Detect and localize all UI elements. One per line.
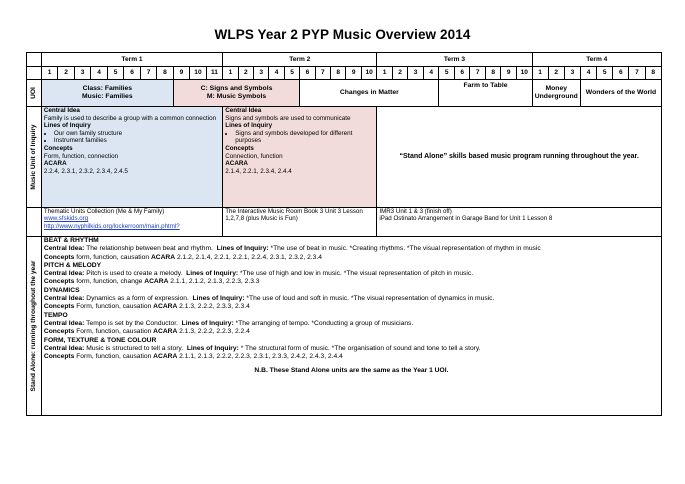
week-cell: 3	[74, 67, 90, 80]
week-cell: 6	[124, 67, 140, 80]
week-cell: 1	[41, 67, 57, 80]
week-cell: 3	[408, 67, 424, 80]
music-unit-row-label: Music Unit of Inquiry	[27, 107, 42, 208]
stand-alone-program-note: “Stand Alone” skills based music program running throughout the year.	[377, 107, 662, 208]
week-cell: 5	[107, 67, 123, 80]
week-cell: 10	[190, 67, 206, 80]
week-cell: 9	[346, 67, 361, 80]
term-4-header: Term 4	[532, 53, 661, 67]
sfskids-link[interactable]: www.sfskids.org	[43, 215, 89, 223]
week-cell: 6	[613, 67, 629, 80]
music-unit-row	[27, 107, 662, 208]
nb-note: N.B. These Stand Alone units are the same as the Year 1 UOI.	[254, 367, 449, 375]
week-cell: 4	[580, 67, 596, 80]
resources-term3-4: IMR3 Unit 1 & 3 (finish off) iPad Ostinato Arrangement in Garage Band for Unit 1 Lesson 8	[377, 208, 662, 237]
resources-row-label	[27, 208, 42, 237]
week-cell: 3	[254, 67, 269, 80]
week-cell: 8	[331, 67, 346, 80]
week-cell: 5	[439, 67, 455, 80]
sa-unit-dynamics: DYNAMICS Central Idea: Dynamics as a form of expression. Lines of Inquiry: *The use of loud and soft in music. *The visual representation of dynamics in music. Concepts Form, function, causation ACARA 2.1.3, 2.2.2, 2.3.3, 2.3.4	[43, 286, 495, 311]
week-cell: 4	[91, 67, 107, 80]
week-cell: 1	[377, 67, 393, 80]
stand-alone-row-label: Stand Alone: running throughout the year	[27, 237, 42, 416]
overview-table	[26, 52, 662, 416]
uoi-wonders: Wonders of the World	[580, 80, 661, 107]
unit-signs-cell: Central Idea Signs and symbols are used to communicate Lines of Inquiry • Signs and symbols developed for different purposes Concepts Connection, function ACARA 2.1.4, 2.2.1, 2.3.4, 2.4.4	[223, 107, 377, 208]
sa-unit-tempo: TEMPO Central Idea: Tempo is set by the Conductor. Lines of Inquiry: *The arranging of tempo. *Conducting a group of musicians. Concepts Form, function, causation ACARA 2.1.3, 2.2.2, 2.2.3, 2.2.4	[43, 311, 414, 336]
uoi-money-underground: Money Underground	[532, 80, 580, 107]
corner-cell	[27, 67, 42, 80]
week-cell: 4	[423, 67, 439, 80]
sa-unit-beat-rhythm: BEAT & RHYTHM Central Idea: The relationship between beat and rhythm. Lines of Inquiry: *The use of beat in music. *Creating rhythms. *The visual representation of rhythm in music Concepts form, function, causation ACARA 2.1.2, 2.1.4, 2.2.1, 2.2.1, 2.2.4, 2.3.1, 2.3.2, 2.3.4	[43, 237, 541, 261]
week-cell: 8	[485, 67, 501, 80]
week-cell: 9	[501, 67, 517, 80]
sa-unit-pitch-melody: PITCH & MELODY Central Idea: Pitch is used to create a melody. Lines of Inquiry: *The use of high and low in music. *The visual representation of pitch in music. Concepts form, function, change ACARA 2.1.1, 2.1.2, 2.1.3, 2.2.3, 2.3.3	[43, 261, 474, 286]
week-cell: 11	[206, 67, 223, 80]
week-cell: 1	[532, 67, 548, 80]
week-cell: 10	[516, 67, 532, 80]
stand-alone-units	[41, 237, 661, 416]
uoi-changes-in-matter: Changes in Matter	[300, 80, 439, 107]
unit-families-cell: Central Idea Family is used to describe a group with a common connection Lines of Inquiry • Our own family structure • Instrument families Concepts Form, function, connection ACARA 2.2.4, 2.3.1, 2.3.2, 2.3.4, 2.4.5	[41, 107, 222, 208]
week-cell: 7	[315, 67, 330, 80]
page-title: WLPS Year 2 PYP Music Overview 2014	[214, 27, 471, 42]
weeks-row	[27, 67, 662, 80]
terms-row	[27, 53, 662, 67]
week-cell: 7	[629, 67, 645, 80]
week-cell: 7	[140, 67, 156, 80]
week-cell: 8	[645, 67, 661, 80]
week-cell: 9	[173, 67, 189, 80]
week-cell: 3	[564, 67, 580, 80]
term-1-header: Term 1	[41, 53, 222, 67]
week-cell: 8	[157, 67, 173, 80]
week-cell: 6	[300, 67, 315, 80]
stand-alone-row	[27, 237, 662, 416]
week-cell: 6	[454, 67, 470, 80]
week-cell: 2	[58, 67, 74, 80]
nyphilkids-link[interactable]: http://www.nyphilkids.org/lockerroom/main.phtml?	[43, 222, 180, 230]
week-cell: 7	[470, 67, 486, 80]
week-cell: 5	[597, 67, 613, 80]
uoi-row-label: UOI	[27, 80, 42, 107]
week-cell: 2	[548, 67, 564, 80]
week-cell: 1	[223, 67, 238, 80]
uoi-signs-and-symbols: C: Signs and Symbols M: Music Symbols	[173, 80, 300, 107]
uoi-row	[27, 80, 662, 107]
sa-unit-form-texture-tone: FORM, TEXTURE & TONE COLOUR Central Idea: Music is structured to tell a story. Lines of Inquiry: * The structural form of music. *The organisation of sound and tone to tell a story. Concepts Form, function, causation ACARA 2.1.1, 2.1.3, 2.2.2, 2.2.3, 2.3.1, 2.3.3, 2.4.2, 2.4.3, 2.4.4	[43, 336, 481, 361]
resources-term1: Thematic Units Collection (Me & My Family) www.sfskids.org http://www.nyphilkids.org/lockerroom/main.phtml?	[41, 208, 222, 237]
uoi-farm-to-table: Farm to Table	[439, 80, 532, 107]
week-cell: 10	[361, 67, 376, 80]
week-cell: 4	[269, 67, 284, 80]
term-2-header: Term 2	[223, 53, 377, 67]
week-cell: 2	[238, 67, 253, 80]
resources-row	[27, 208, 662, 237]
term-3-header: Term 3	[377, 53, 532, 67]
uoi-families: Class: Families Music: Families	[41, 80, 173, 107]
week-cell: 5	[284, 67, 299, 80]
corner-cell	[27, 53, 42, 67]
week-cell: 2	[392, 67, 408, 80]
resources-term2: The Interactive Music Room Book 3 Unit 3 Lesson 1,2,7,8 (plus Music is Fun)	[223, 208, 377, 237]
